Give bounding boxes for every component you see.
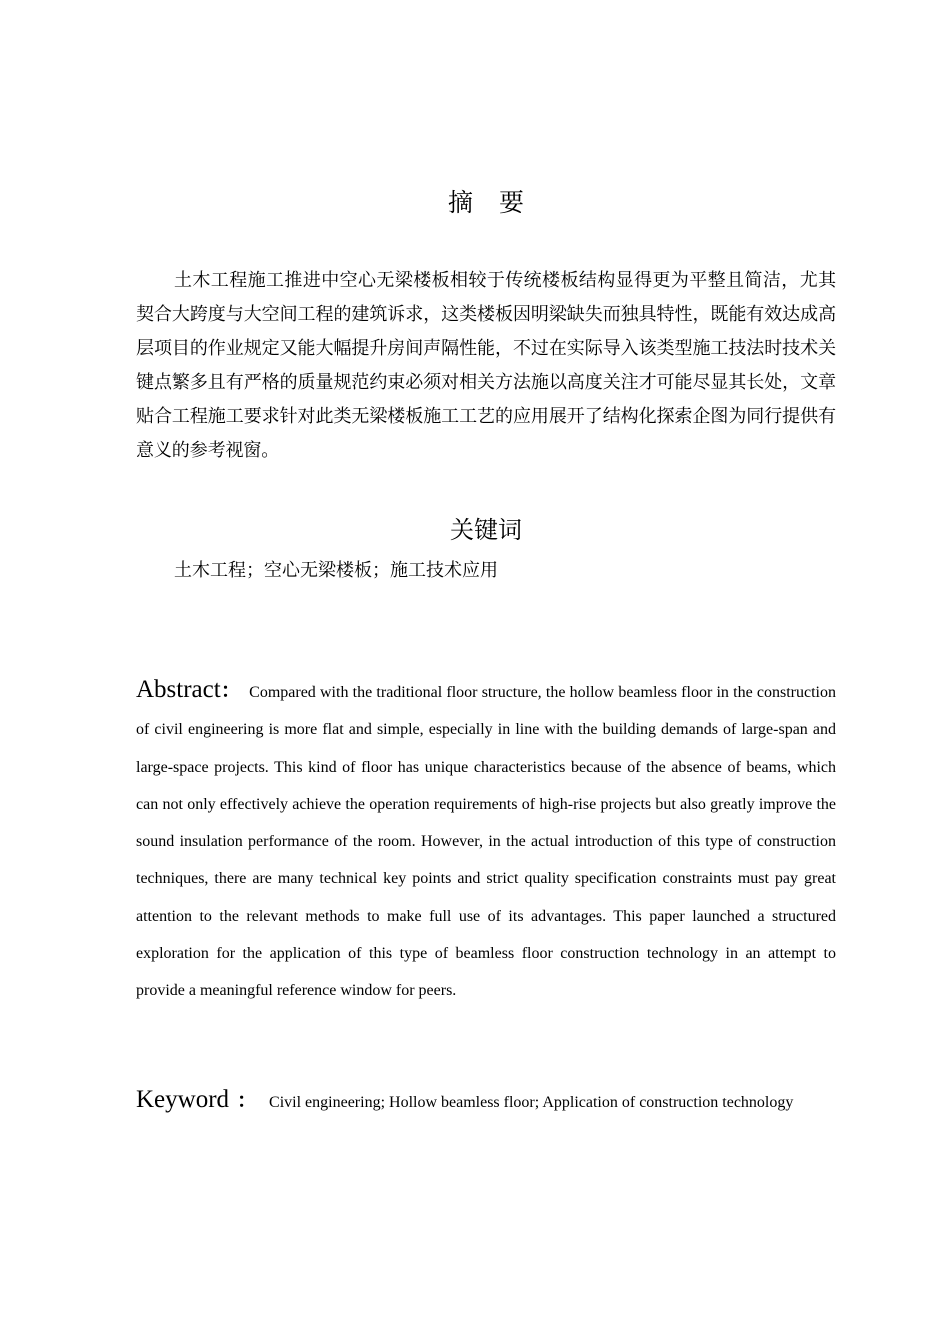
chinese-abstract-title [136, 186, 836, 220]
english-keywords-body: Civil engineering; Hollow beamless floor; Application of construction technology [269, 1094, 794, 1111]
title-char-2: 要 [499, 188, 525, 217]
english-abstract-label: Abstract [136, 676, 221, 703]
english-abstract [136, 671, 836, 1010]
chinese-keywords: 土木工程；空心无梁楼板；施工技术应用 [174, 560, 498, 581]
chinese-abstract-body: 土木工程施工推进中空心无梁楼板相较于传统楼板结构显得更为平整且简洁，尤其契合大跨度与大空间工程的建筑诉求，这类楼板因明梁缺失而独具特性，既能有效达成高层项目的作业规定又能大幅提升房间声隔性能，不过在实际导入该类型施工技法时技术关键点繁多且有严格的质量规范约束必须对相关方法施以高度关注才可能尽显其长处，文章贴合工程施工要求针对此类无梁楼板施工工艺的应用展开了结构化探索企图为同行提供有意义的参考视窗。 [136, 270, 836, 461]
english-keywords-colon: ： [237, 1090, 258, 1112]
title-char-1: 摘 [447, 188, 473, 217]
english-keywords-label: Keyword [136, 1086, 230, 1113]
english-abstract-colon: ： [220, 680, 242, 702]
english-abstract-body: Compared with the traditional floor structure, the hollow beamless floor in the construction of civil engineering is more flat and simple, especially in line with the building demands of large-span and large-space projects. This kind of floor has unique characteristics because of the absence of beams, which can not only effectively achieve the operation requirements of high-rise projects but also greatly improve the sound insulation performance of the room. However, in the actual introduction of this type of construction techniques, there are many technical key points and strict quality specification constraints must pay great attention to the relevant methods to make full use of its advantages. This paper launched a structured exploration for the application of this type of beamless floor construction technology in an attempt to provide a meaningful reference window for peers. [136, 684, 837, 1000]
english-keywords [136, 1084, 836, 1119]
chinese-keywords-title: 关键词 [450, 516, 522, 544]
